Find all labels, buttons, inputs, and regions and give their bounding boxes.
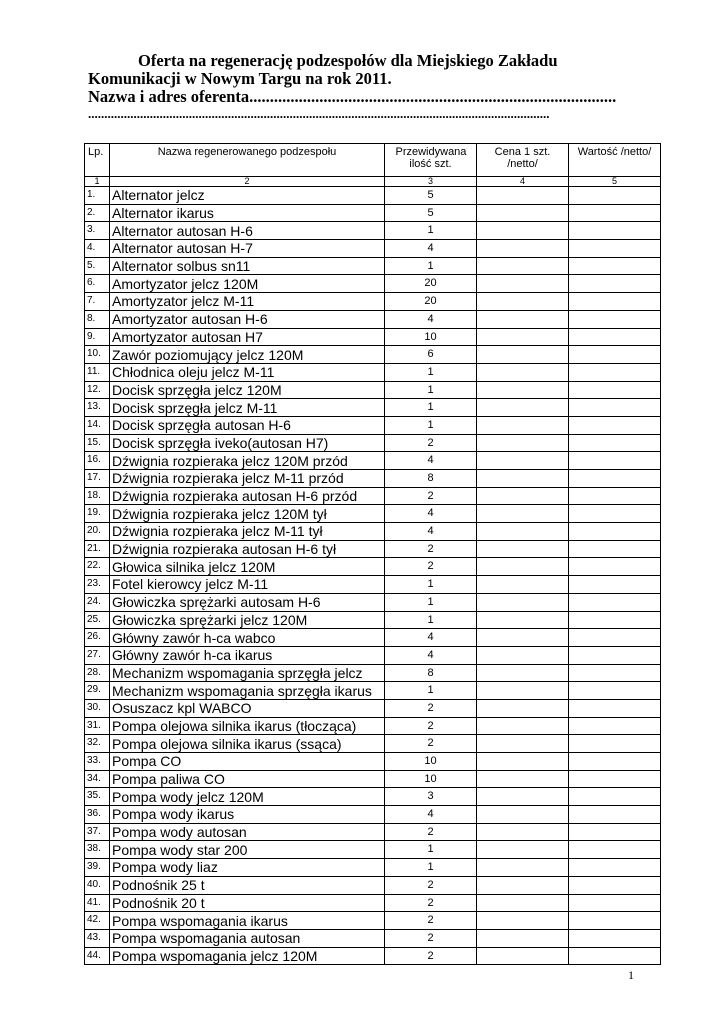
table-row xyxy=(85,753,661,771)
row-value-cell[interactable] xyxy=(569,629,661,647)
row-price-cell[interactable] xyxy=(477,363,569,381)
row-part-name: Alternator autosan H-6 xyxy=(110,222,385,240)
row-quantity: 1 xyxy=(385,682,477,700)
table-row xyxy=(85,293,661,311)
row-value-cell[interactable] xyxy=(569,806,661,824)
row-price-cell[interactable] xyxy=(477,416,569,434)
row-quantity: 2 xyxy=(385,699,477,717)
row-part-name: Docisk sprzęgła jelcz 120M xyxy=(110,381,385,399)
table-row xyxy=(85,576,661,594)
row-value-cell[interactable] xyxy=(569,470,661,488)
table-row xyxy=(85,346,661,364)
row-quantity: 4 xyxy=(385,240,477,258)
row-part-name: Pompa olejowa silnika ikarus (tłocząca) xyxy=(110,717,385,735)
row-quantity: 4 xyxy=(385,646,477,664)
row-lp: 24. xyxy=(85,593,110,611)
row-part-name: Dźwignia rozpieraka jelcz M-11 przód xyxy=(110,470,385,488)
row-value-cell[interactable] xyxy=(569,275,661,293)
row-value-cell[interactable] xyxy=(569,381,661,399)
row-part-name: Zawór poziomujący jelcz 120M xyxy=(110,346,385,364)
row-lp: 28. xyxy=(85,664,110,682)
table-row xyxy=(85,240,661,258)
row-quantity: 2 xyxy=(385,487,477,505)
row-quantity: 2 xyxy=(385,929,477,947)
table-row xyxy=(85,523,661,541)
header-value: Wartość /netto/ xyxy=(569,144,661,177)
row-price-cell[interactable] xyxy=(477,452,569,470)
table-row xyxy=(85,664,661,682)
row-part-name: Amortyzator autosan H-6 xyxy=(110,310,385,328)
row-quantity: 1 xyxy=(385,363,477,381)
row-lp: 18. xyxy=(85,487,110,505)
row-value-cell[interactable] xyxy=(569,434,661,452)
header-price: Cena 1 szt. /netto/ xyxy=(477,144,569,177)
row-quantity: 3 xyxy=(385,788,477,806)
table-row xyxy=(85,947,661,965)
row-value-cell[interactable] xyxy=(569,717,661,735)
row-value-cell[interactable] xyxy=(569,363,661,381)
row-value-cell[interactable] xyxy=(569,876,661,894)
row-value-cell[interactable] xyxy=(569,416,661,434)
row-value-cell[interactable] xyxy=(569,823,661,841)
row-part-name: Docisk sprzęgła autosan H-6 xyxy=(110,416,385,434)
table-header-row xyxy=(85,144,661,177)
row-lp: 26. xyxy=(85,629,110,647)
row-price-cell[interactable] xyxy=(477,576,569,594)
row-quantity: 6 xyxy=(385,346,477,364)
row-price-cell[interactable] xyxy=(477,187,569,205)
row-quantity: 4 xyxy=(385,310,477,328)
row-part-name: Amortyzator autosan H7 xyxy=(110,328,385,346)
row-lp: 37. xyxy=(85,823,110,841)
table-row xyxy=(85,699,661,717)
row-price-cell[interactable] xyxy=(477,505,569,523)
table-row xyxy=(85,381,661,399)
row-part-name: Alternator solbus sn11 xyxy=(110,257,385,275)
row-price-cell[interactable] xyxy=(477,523,569,541)
table-row xyxy=(85,487,661,505)
row-quantity: 2 xyxy=(385,912,477,930)
row-value-cell[interactable] xyxy=(569,699,661,717)
row-part-name: Mechanizm wspomagania sprzęgła jelcz xyxy=(110,664,385,682)
row-quantity: 4 xyxy=(385,452,477,470)
row-value-cell[interactable] xyxy=(569,346,661,364)
row-part-name: Dźwignia rozpieraka autosan H-6 przód xyxy=(110,487,385,505)
row-price-cell[interactable] xyxy=(477,859,569,877)
row-value-cell[interactable] xyxy=(569,947,661,965)
row-price-cell[interactable] xyxy=(477,222,569,240)
row-price-cell[interactable] xyxy=(477,699,569,717)
parts-table xyxy=(84,143,661,965)
table-row xyxy=(85,416,661,434)
row-value-cell[interactable] xyxy=(569,753,661,771)
row-quantity: 2 xyxy=(385,876,477,894)
row-part-name: Główny zawór h-ca wabco xyxy=(110,629,385,647)
row-lp: 13. xyxy=(85,399,110,417)
row-quantity: 20 xyxy=(385,275,477,293)
row-lp: 29. xyxy=(85,682,110,700)
row-value-cell[interactable] xyxy=(569,293,661,311)
row-lp: 30. xyxy=(85,699,110,717)
row-part-name: Amortyzator jelcz M-11 xyxy=(110,293,385,311)
row-part-name: Pompa wody liaz xyxy=(110,859,385,877)
row-value-cell[interactable] xyxy=(569,859,661,877)
row-lp: 5. xyxy=(85,257,110,275)
row-part-name: Główny zawór h-ca ikarus xyxy=(110,646,385,664)
table-row xyxy=(85,823,661,841)
row-lp: 42. xyxy=(85,912,110,930)
row-value-cell[interactable] xyxy=(569,770,661,788)
row-price-cell[interactable] xyxy=(477,735,569,753)
row-part-name: Chłodnica oleju jelcz M-11 xyxy=(110,363,385,381)
row-value-cell[interactable] xyxy=(569,646,661,664)
row-price-cell[interactable] xyxy=(477,558,569,576)
row-part-name: Pompa wody autosan xyxy=(110,823,385,841)
row-quantity: 10 xyxy=(385,753,477,771)
row-quantity: 2 xyxy=(385,717,477,735)
row-lp: 43. xyxy=(85,929,110,947)
table-row xyxy=(85,735,661,753)
row-part-name: Głowica silnika jelcz 120M xyxy=(110,558,385,576)
row-lp: 22. xyxy=(85,558,110,576)
row-lp: 41. xyxy=(85,894,110,912)
row-value-cell[interactable] xyxy=(569,187,661,205)
row-price-cell[interactable] xyxy=(477,328,569,346)
table-row xyxy=(85,876,661,894)
row-part-name: Pompa wspomagania autosan xyxy=(110,929,385,947)
row-quantity: 1 xyxy=(385,859,477,877)
row-part-name: Pompa olejowa silnika ikarus (ssąca) xyxy=(110,735,385,753)
table-row xyxy=(85,859,661,877)
table-body xyxy=(85,187,661,965)
table-row xyxy=(85,187,661,205)
row-lp: 14. xyxy=(85,416,110,434)
row-value-cell[interactable] xyxy=(569,399,661,417)
row-part-name: Pompa wspomagania ikarus xyxy=(110,912,385,930)
row-value-cell[interactable] xyxy=(569,523,661,541)
title-line-2: Komunikacji w Nowym Targu na rok 2011. xyxy=(88,69,392,88)
row-lp: 35. xyxy=(85,788,110,806)
row-value-cell[interactable] xyxy=(569,558,661,576)
row-price-cell[interactable] xyxy=(477,381,569,399)
row-quantity: 1 xyxy=(385,611,477,629)
column-number: 1 xyxy=(85,177,110,187)
row-quantity: 8 xyxy=(385,470,477,488)
title-line-1: Oferta na regenerację podzespołów dla Miejskiego Zakładu xyxy=(138,51,558,70)
row-price-cell[interactable] xyxy=(477,664,569,682)
row-quantity: 1 xyxy=(385,381,477,399)
row-value-cell[interactable] xyxy=(569,257,661,275)
row-part-name: Alternator jelcz xyxy=(110,187,385,205)
row-value-cell[interactable] xyxy=(569,487,661,505)
row-lp: 31. xyxy=(85,717,110,735)
table-row xyxy=(85,505,661,523)
row-part-name: Pompa wody jelcz 120M xyxy=(110,788,385,806)
row-price-cell[interactable] xyxy=(477,770,569,788)
row-part-name: Mechanizm wspomagania sprzęgła ikarus xyxy=(110,682,385,700)
row-lp: 39. xyxy=(85,859,110,877)
header-name: Nazwa regenerowanego podzespołu xyxy=(110,144,385,177)
row-quantity: 2 xyxy=(385,540,477,558)
row-lp: 20. xyxy=(85,523,110,541)
column-number: 4 xyxy=(477,177,569,187)
row-lp: 4. xyxy=(85,240,110,258)
row-part-name: Alternator ikarus xyxy=(110,204,385,222)
row-part-name: Pompa paliwa CO xyxy=(110,770,385,788)
row-lp: 17. xyxy=(85,470,110,488)
table-row xyxy=(85,841,661,859)
table-row xyxy=(85,540,661,558)
row-value-cell[interactable] xyxy=(569,912,661,930)
row-lp: 9. xyxy=(85,328,110,346)
row-lp: 34. xyxy=(85,770,110,788)
table-row xyxy=(85,399,661,417)
header-qty: Przewidywana ilość szt. xyxy=(385,144,477,177)
offeror-address-line: .............................................................................................................................................. xyxy=(88,106,550,121)
row-part-name: Pompa CO xyxy=(110,753,385,771)
row-value-cell[interactable] xyxy=(569,682,661,700)
row-quantity: 2 xyxy=(385,558,477,576)
row-quantity: 1 xyxy=(385,399,477,417)
document-header xyxy=(88,52,648,122)
row-lp: 23. xyxy=(85,576,110,594)
table-row xyxy=(85,894,661,912)
row-quantity: 2 xyxy=(385,947,477,965)
row-quantity: 2 xyxy=(385,823,477,841)
row-lp: 1. xyxy=(85,187,110,205)
row-price-cell[interactable] xyxy=(477,240,569,258)
table-row xyxy=(85,222,661,240)
row-value-cell[interactable] xyxy=(569,540,661,558)
row-quantity: 5 xyxy=(385,204,477,222)
row-price-cell[interactable] xyxy=(477,611,569,629)
row-quantity: 1 xyxy=(385,593,477,611)
table-row xyxy=(85,629,661,647)
header-lp: Lp. xyxy=(85,144,110,177)
row-part-name: Dźwignia rozpieraka jelcz 120M tył xyxy=(110,505,385,523)
row-value-cell[interactable] xyxy=(569,611,661,629)
row-price-cell[interactable] xyxy=(477,929,569,947)
table-row xyxy=(85,310,661,328)
row-value-cell[interactable] xyxy=(569,222,661,240)
table-row xyxy=(85,257,661,275)
row-part-name: Głowiczka sprężarki autosam H-6 xyxy=(110,593,385,611)
row-price-cell[interactable] xyxy=(477,876,569,894)
row-price-cell[interactable] xyxy=(477,894,569,912)
row-value-cell[interactable] xyxy=(569,328,661,346)
row-value-cell[interactable] xyxy=(569,929,661,947)
table-row xyxy=(85,328,661,346)
table-row xyxy=(85,204,661,222)
row-price-cell[interactable] xyxy=(477,593,569,611)
table-row xyxy=(85,806,661,824)
row-price-cell[interactable] xyxy=(477,346,569,364)
row-lp: 3. xyxy=(85,222,110,240)
row-price-cell[interactable] xyxy=(477,310,569,328)
row-value-cell[interactable] xyxy=(569,310,661,328)
row-price-cell[interactable] xyxy=(477,788,569,806)
row-value-cell[interactable] xyxy=(569,735,661,753)
row-lp: 11. xyxy=(85,363,110,381)
table-row xyxy=(85,912,661,930)
row-part-name: Dźwignia rozpieraka jelcz M-11 tył xyxy=(110,523,385,541)
row-lp: 25. xyxy=(85,611,110,629)
row-quantity: 4 xyxy=(385,806,477,824)
row-part-name: Fotel kierowcy jelcz M-11 xyxy=(110,576,385,594)
row-price-cell[interactable] xyxy=(477,399,569,417)
row-price-cell[interactable] xyxy=(477,682,569,700)
row-price-cell[interactable] xyxy=(477,717,569,735)
row-price-cell[interactable] xyxy=(477,947,569,965)
row-price-cell[interactable] xyxy=(477,487,569,505)
row-value-cell[interactable] xyxy=(569,664,661,682)
row-lp: 38. xyxy=(85,841,110,859)
row-quantity: 2 xyxy=(385,735,477,753)
row-quantity: 1 xyxy=(385,576,477,594)
row-part-name: Pompa wspomagania jelcz 120M xyxy=(110,947,385,965)
row-lp: 27. xyxy=(85,646,110,664)
row-price-cell[interactable] xyxy=(477,275,569,293)
row-value-cell[interactable] xyxy=(569,505,661,523)
column-number: 5 xyxy=(569,177,661,187)
row-quantity: 8 xyxy=(385,664,477,682)
row-part-name: Głowiczka sprężarki jelcz 120M xyxy=(110,611,385,629)
row-lp: 7. xyxy=(85,293,110,311)
row-quantity: 1 xyxy=(385,257,477,275)
column-number: 2 xyxy=(110,177,385,187)
table-row xyxy=(85,275,661,293)
row-value-cell[interactable] xyxy=(569,576,661,594)
row-lp: 16. xyxy=(85,452,110,470)
row-lp: 40. xyxy=(85,876,110,894)
table-row xyxy=(85,770,661,788)
table-row xyxy=(85,682,661,700)
column-number-row xyxy=(85,177,661,187)
row-quantity: 4 xyxy=(385,629,477,647)
row-quantity: 5 xyxy=(385,187,477,205)
row-price-cell[interactable] xyxy=(477,646,569,664)
row-part-name: Osuszacz kpl WABCO xyxy=(110,699,385,717)
row-price-cell[interactable] xyxy=(477,806,569,824)
row-part-name: Amortyzator jelcz 120M xyxy=(110,275,385,293)
row-lp: 15. xyxy=(85,434,110,452)
row-quantity: 2 xyxy=(385,434,477,452)
row-part-name: Docisk sprzęgła jelcz M-11 xyxy=(110,399,385,417)
row-lp: 12. xyxy=(85,381,110,399)
table-row xyxy=(85,470,661,488)
table-row xyxy=(85,452,661,470)
row-value-cell[interactable] xyxy=(569,788,661,806)
row-lp: 36. xyxy=(85,806,110,824)
row-price-cell[interactable] xyxy=(477,753,569,771)
row-lp: 21. xyxy=(85,540,110,558)
table-row xyxy=(85,363,661,381)
row-value-cell[interactable] xyxy=(569,841,661,859)
row-value-cell[interactable] xyxy=(569,894,661,912)
row-quantity: 1 xyxy=(385,841,477,859)
row-quantity: 10 xyxy=(385,770,477,788)
row-part-name: Pompa wody star 200 xyxy=(110,841,385,859)
table-row xyxy=(85,717,661,735)
row-lp: 19. xyxy=(85,505,110,523)
table-row xyxy=(85,788,661,806)
row-quantity: 2 xyxy=(385,894,477,912)
row-part-name: Podnośnik 20 t xyxy=(110,894,385,912)
row-price-cell[interactable] xyxy=(477,912,569,930)
row-price-cell[interactable] xyxy=(477,470,569,488)
table-row xyxy=(85,558,661,576)
row-quantity: 1 xyxy=(385,222,477,240)
row-lp: 6. xyxy=(85,275,110,293)
row-value-cell[interactable] xyxy=(569,452,661,470)
column-number: 3 xyxy=(385,177,477,187)
row-part-name: Pompa wody ikarus xyxy=(110,806,385,824)
row-price-cell[interactable] xyxy=(477,204,569,222)
table-row xyxy=(85,593,661,611)
row-quantity: 4 xyxy=(385,523,477,541)
table-row xyxy=(85,434,661,452)
row-price-cell[interactable] xyxy=(477,823,569,841)
row-lp: 8. xyxy=(85,310,110,328)
row-part-name: Dźwignia rozpieraka jelcz 120M przód xyxy=(110,452,385,470)
table-row xyxy=(85,646,661,664)
page-number: 1 xyxy=(628,968,634,982)
offeror-name-line: Nazwa i adres oferenta......................................................................................... xyxy=(88,87,617,106)
row-quantity: 1 xyxy=(385,416,477,434)
table-row xyxy=(85,611,661,629)
row-lp: 2. xyxy=(85,204,110,222)
row-price-cell[interactable] xyxy=(477,293,569,311)
row-lp: 32. xyxy=(85,735,110,753)
row-lp: 10. xyxy=(85,346,110,364)
row-quantity: 4 xyxy=(385,505,477,523)
row-quantity: 10 xyxy=(385,328,477,346)
row-value-cell[interactable] xyxy=(569,204,661,222)
row-price-cell[interactable] xyxy=(477,629,569,647)
row-part-name: Dźwignia rozpieraka autosan H-6 tył xyxy=(110,540,385,558)
row-lp: 33. xyxy=(85,753,110,771)
row-price-cell[interactable] xyxy=(477,257,569,275)
row-quantity: 20 xyxy=(385,293,477,311)
row-lp: 44. xyxy=(85,947,110,965)
table-row xyxy=(85,929,661,947)
row-price-cell[interactable] xyxy=(477,540,569,558)
row-part-name: Podnośnik 25 t xyxy=(110,876,385,894)
row-price-cell[interactable] xyxy=(477,841,569,859)
row-price-cell[interactable] xyxy=(477,434,569,452)
row-value-cell[interactable] xyxy=(569,593,661,611)
row-value-cell[interactable] xyxy=(569,240,661,258)
row-part-name: Docisk sprzęgła iveko(autosan H7) xyxy=(110,434,385,452)
row-part-name: Alternator autosan H-7 xyxy=(110,240,385,258)
